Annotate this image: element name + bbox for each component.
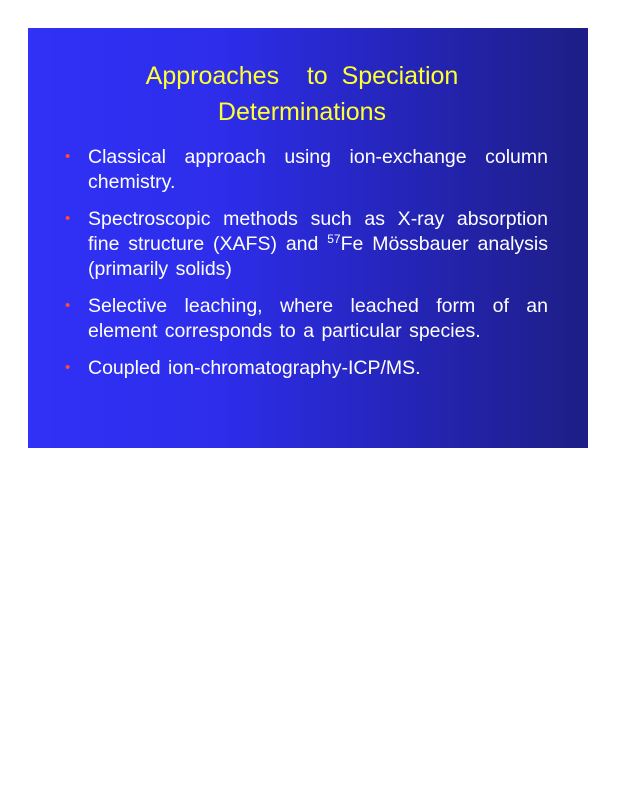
bullet-item bbox=[64, 145, 548, 195]
bullet-item bbox=[64, 207, 548, 282]
bullet-marker-icon: • bbox=[65, 359, 71, 376]
slide-title-line-1: Approaches to Speciation bbox=[145, 62, 459, 90]
bullet-marker-icon: • bbox=[65, 148, 71, 165]
bullet-marker-icon: • bbox=[65, 297, 71, 314]
bullet-text: Classical approach using ion-exchange column chemistry. bbox=[88, 146, 548, 193]
bullet-marker-icon: • bbox=[65, 210, 71, 227]
bullet-list bbox=[64, 145, 548, 393]
bullet-item bbox=[64, 294, 548, 344]
bullet-text: Selective leaching, where leached form of an element corresponds to a particular species. bbox=[88, 295, 548, 342]
bullet-text: Spectroscopic methods such as X-ray absorption fine structure (XAFS) and bbox=[88, 208, 548, 255]
bullet-text-continued: Fe Mössbauer analysis (primarily solids) bbox=[88, 233, 548, 280]
bullet-text: Coupled ion-chromatography-ICP/MS. bbox=[88, 357, 421, 379]
bullet-item bbox=[64, 356, 548, 381]
slide-title-line-2: Determinations bbox=[217, 98, 387, 126]
isotope-superscript: 57 bbox=[327, 232, 341, 246]
slide bbox=[28, 28, 588, 448]
slide-title bbox=[28, 58, 576, 130]
